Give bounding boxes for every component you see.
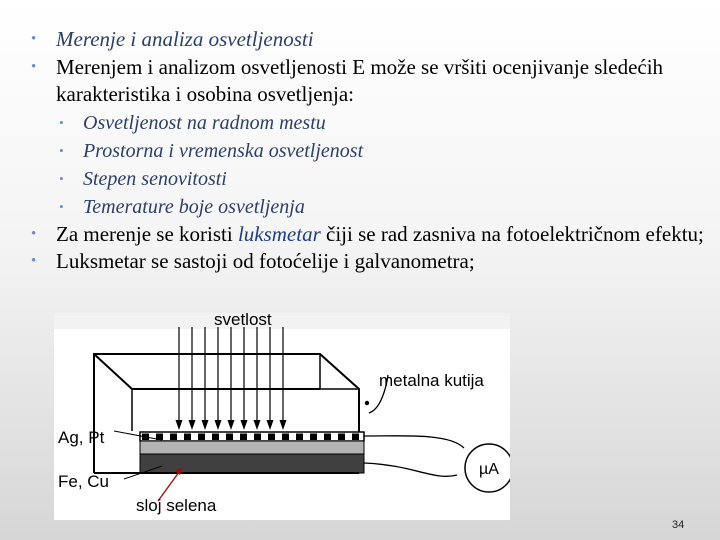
electrode-square (338, 434, 345, 441)
bullet-dot: • (31, 225, 37, 242)
fe-cu-label: Fe, Cu (58, 472, 110, 491)
bullet-title (28, 26, 708, 54)
bullet-dot: • (31, 253, 37, 269)
ag-pt-label: Ag, Pt (58, 428, 105, 447)
intro-text: Merenjem i analizom osvetljenosti E može se vršiti ocenjivanje sledećih karakteristika i osobina osvetljenja: (56, 54, 664, 106)
slide-content (28, 26, 708, 276)
bullet-dot: • (59, 142, 64, 158)
components-text: Luksmetar se sastoji od fotoćelije i galvanometra; (56, 249, 475, 273)
electrode-square (282, 434, 289, 441)
selenium-layer (140, 441, 364, 454)
selenium-label: sloj selena (136, 496, 217, 515)
bullet-dot: • (31, 31, 37, 47)
electrode-square (184, 434, 191, 441)
electrode-square (170, 434, 177, 441)
electrode-square (254, 434, 261, 441)
electrode-square (296, 434, 303, 441)
iron-copper-base (140, 454, 364, 473)
bullet-text-after: čiji se rad zasniva na fotoelektričnom efektu; (320, 221, 704, 246)
contact-dot (365, 401, 369, 405)
electrode-square (198, 434, 205, 441)
slide-title: Merenje i analiza osvetljenosti (56, 27, 314, 51)
electrode-square (268, 434, 275, 441)
sub-item-text: Prostorna i vremenska osvetljenost (83, 139, 364, 162)
bullet-luxmeter (28, 221, 708, 249)
diagram-top-strip (54, 313, 510, 329)
sub-item-text: Osvetljenost na radnom mestu (83, 111, 326, 134)
page-number: 34 (672, 519, 685, 531)
diagram-background (54, 313, 510, 520)
electrode-square (212, 434, 219, 441)
luxmeter-diagram (54, 313, 510, 520)
light-label: svetlost (214, 313, 272, 329)
sub-item-text: Temerature boje osvetljenja (83, 195, 305, 218)
bullet-dot: • (59, 114, 64, 130)
electrode-square (240, 434, 247, 441)
highlight-term: luksmetar (237, 221, 321, 246)
bullet-dot: • (59, 198, 64, 214)
microammeter-label: µA (479, 461, 499, 478)
electrode-square (324, 434, 331, 441)
metal-box-label: metalna kutija (379, 371, 484, 390)
bullet-text-before: Za merenje se koristi (56, 221, 238, 246)
electrode-square (352, 434, 359, 441)
sub-bullet (28, 109, 708, 137)
electrode-square (226, 434, 233, 441)
bullet-dot: • (59, 170, 64, 186)
light-arrows (176, 327, 287, 430)
electrode-square (310, 434, 317, 441)
bullet-components (28, 248, 708, 276)
sub-bullet (28, 137, 708, 165)
bullet-dot: • (31, 58, 37, 75)
bullet-intro (28, 54, 708, 109)
luxmeter-diagram-svg (54, 313, 510, 520)
sub-item-text: Stepen senovitosti (83, 167, 227, 190)
sub-bullet (28, 193, 708, 221)
sub-bullet (28, 165, 708, 193)
